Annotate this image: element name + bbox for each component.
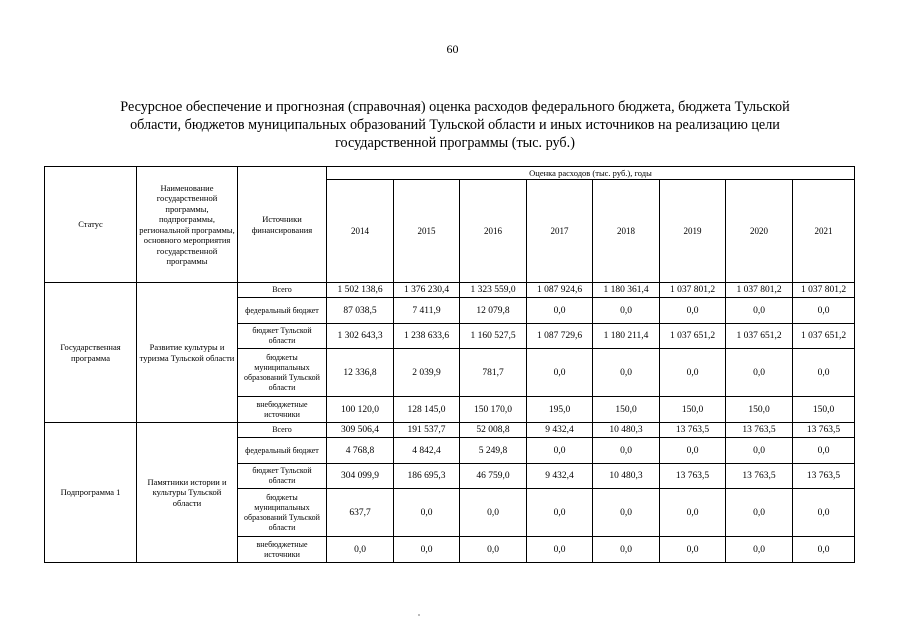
value-cell: 0,0 xyxy=(660,489,726,537)
value-cell: 0,0 xyxy=(726,537,793,563)
source-cell: бюджет Тульской области xyxy=(238,324,327,349)
value-cell: 0,0 xyxy=(793,349,855,397)
value-cell: 0,0 xyxy=(527,349,593,397)
value-cell: 0,0 xyxy=(593,489,660,537)
value-cell: 0,0 xyxy=(660,438,726,464)
header-year: 2021 xyxy=(793,180,855,283)
value-cell: 1 037 651,2 xyxy=(660,324,726,349)
value-cell: 0,0 xyxy=(394,537,460,563)
value-cell: 0,0 xyxy=(793,537,855,563)
source-cell: бюджеты муниципальных образований Тульской области xyxy=(238,489,327,537)
value-cell: 0,0 xyxy=(793,489,855,537)
budget-table xyxy=(44,166,855,563)
value-cell: 150,0 xyxy=(660,397,726,423)
value-cell: 1 037 801,2 xyxy=(793,283,855,298)
value-cell: 1 238 633,6 xyxy=(394,324,460,349)
value-cell: 5 249,8 xyxy=(460,438,527,464)
title-line-1: Ресурсное обеспечение и прогнозная (справочная) оценка расходов федерального бюджета, бюджета Тульской xyxy=(120,99,790,115)
value-cell: 0,0 xyxy=(793,298,855,324)
header-year: 2015 xyxy=(394,180,460,283)
value-cell: 150,0 xyxy=(726,397,793,423)
table-row xyxy=(45,283,855,298)
value-cell: 0,0 xyxy=(793,438,855,464)
value-cell: 1 037 651,2 xyxy=(726,324,793,349)
table-row xyxy=(45,423,855,438)
value-cell: 1 323 559,0 xyxy=(460,283,527,298)
source-cell: бюджет Тульской области xyxy=(238,464,327,489)
value-cell: 13 763,5 xyxy=(660,464,726,489)
value-cell: 1 502 138,6 xyxy=(327,283,394,298)
value-cell: 13 763,5 xyxy=(726,423,793,438)
header-year: 2014 xyxy=(327,180,394,283)
value-cell: 0,0 xyxy=(593,537,660,563)
value-cell: 0,0 xyxy=(726,489,793,537)
header-status: Статус xyxy=(45,167,137,283)
program-name-cell: Развитие культуры и туризма Тульской области xyxy=(137,283,238,423)
source-cell: Всего xyxy=(238,423,327,438)
value-cell: 128 145,0 xyxy=(394,397,460,423)
value-cell: 1 180 211,4 xyxy=(593,324,660,349)
source-cell: внебюджетные источники xyxy=(238,397,327,423)
value-cell: 1 037 801,2 xyxy=(660,283,726,298)
value-cell: 12 079,8 xyxy=(460,298,527,324)
header-estimate: Оценка расходов (тыс. руб.), годы xyxy=(327,167,855,180)
document-title xyxy=(95,98,815,152)
value-cell: 304 099,9 xyxy=(327,464,394,489)
title-line-3: государственной программы (тыс. руб.) xyxy=(335,135,575,151)
value-cell: 0,0 xyxy=(527,298,593,324)
value-cell: 1 302 643,3 xyxy=(327,324,394,349)
source-cell: внебюджетные источники xyxy=(238,537,327,563)
value-cell: 0,0 xyxy=(527,489,593,537)
value-cell: 13 763,5 xyxy=(793,423,855,438)
value-cell: 0,0 xyxy=(660,537,726,563)
header-name: Наименование государственной программы, подпрограммы, региональной программы, основного мероприятия государственной программы xyxy=(137,167,238,283)
value-cell: 52 008,8 xyxy=(460,423,527,438)
value-cell: 100 120,0 xyxy=(327,397,394,423)
value-cell: 0,0 xyxy=(327,537,394,563)
value-cell: 10 480,3 xyxy=(593,464,660,489)
value-cell: 87 038,5 xyxy=(327,298,394,324)
value-cell: 7 411,9 xyxy=(394,298,460,324)
value-cell: 2 039,9 xyxy=(394,349,460,397)
source-cell: федеральный бюджет xyxy=(238,438,327,464)
value-cell: 191 537,7 xyxy=(394,423,460,438)
value-cell: 0,0 xyxy=(460,489,527,537)
source-cell: федеральный бюджет xyxy=(238,298,327,324)
value-cell: 0,0 xyxy=(593,438,660,464)
value-cell: 1 160 527,5 xyxy=(460,324,527,349)
source-cell: Всего xyxy=(238,283,327,298)
value-cell: 46 759,0 xyxy=(460,464,527,489)
value-cell: 13 763,5 xyxy=(660,423,726,438)
value-cell: 781,7 xyxy=(460,349,527,397)
value-cell: 0,0 xyxy=(527,438,593,464)
value-cell: 9 432,4 xyxy=(527,464,593,489)
value-cell: 0,0 xyxy=(660,298,726,324)
value-cell: 13 763,5 xyxy=(726,464,793,489)
table-body xyxy=(45,283,855,563)
header-year: 2017 xyxy=(527,180,593,283)
value-cell: 0,0 xyxy=(726,438,793,464)
value-cell: 186 695,3 xyxy=(394,464,460,489)
status-cell: Подпрограмма 1 xyxy=(45,423,137,563)
value-cell: 195,0 xyxy=(527,397,593,423)
value-cell: 0,0 xyxy=(394,489,460,537)
value-cell: 1 087 924,6 xyxy=(527,283,593,298)
value-cell: 150,0 xyxy=(793,397,855,423)
value-cell: 12 336,8 xyxy=(327,349,394,397)
value-cell: 150,0 xyxy=(593,397,660,423)
header-year: 2018 xyxy=(593,180,660,283)
header-sources: Источники финансирования xyxy=(238,167,327,283)
value-cell: 150 170,0 xyxy=(460,397,527,423)
value-cell: 0,0 xyxy=(593,298,660,324)
value-cell: 0,0 xyxy=(726,298,793,324)
value-cell: 637,7 xyxy=(327,489,394,537)
value-cell: 0,0 xyxy=(726,349,793,397)
source-cell: бюджеты муниципальных образований Тульской области xyxy=(238,349,327,397)
header-year: 2019 xyxy=(660,180,726,283)
program-name-cell: Памятники истории и культуры Тульской области xyxy=(137,423,238,563)
value-cell: 0,0 xyxy=(593,349,660,397)
status-cell: Государственная программа xyxy=(45,283,137,423)
title-line-2: области, бюджетов муниципальных образований Тульской области и иных источников на реализацию цели xyxy=(130,117,780,133)
header-year: 2016 xyxy=(460,180,527,283)
value-cell: 4 768,8 xyxy=(327,438,394,464)
value-cell: 9 432,4 xyxy=(527,423,593,438)
value-cell: 0,0 xyxy=(460,537,527,563)
value-cell: 13 763,5 xyxy=(793,464,855,489)
value-cell: 1 376 230,4 xyxy=(394,283,460,298)
value-cell: 0,0 xyxy=(527,537,593,563)
value-cell: 1 037 801,2 xyxy=(726,283,793,298)
value-cell: 1 180 361,4 xyxy=(593,283,660,298)
value-cell: 0,0 xyxy=(660,349,726,397)
value-cell: 1 037 651,2 xyxy=(793,324,855,349)
header-year: 2020 xyxy=(726,180,793,283)
value-cell: 10 480,3 xyxy=(593,423,660,438)
value-cell: 1 087 729,6 xyxy=(527,324,593,349)
value-cell: 4 842,4 xyxy=(394,438,460,464)
scan-speck xyxy=(418,614,420,616)
value-cell: 309 506,4 xyxy=(327,423,394,438)
page-number: 60 xyxy=(446,42,459,56)
